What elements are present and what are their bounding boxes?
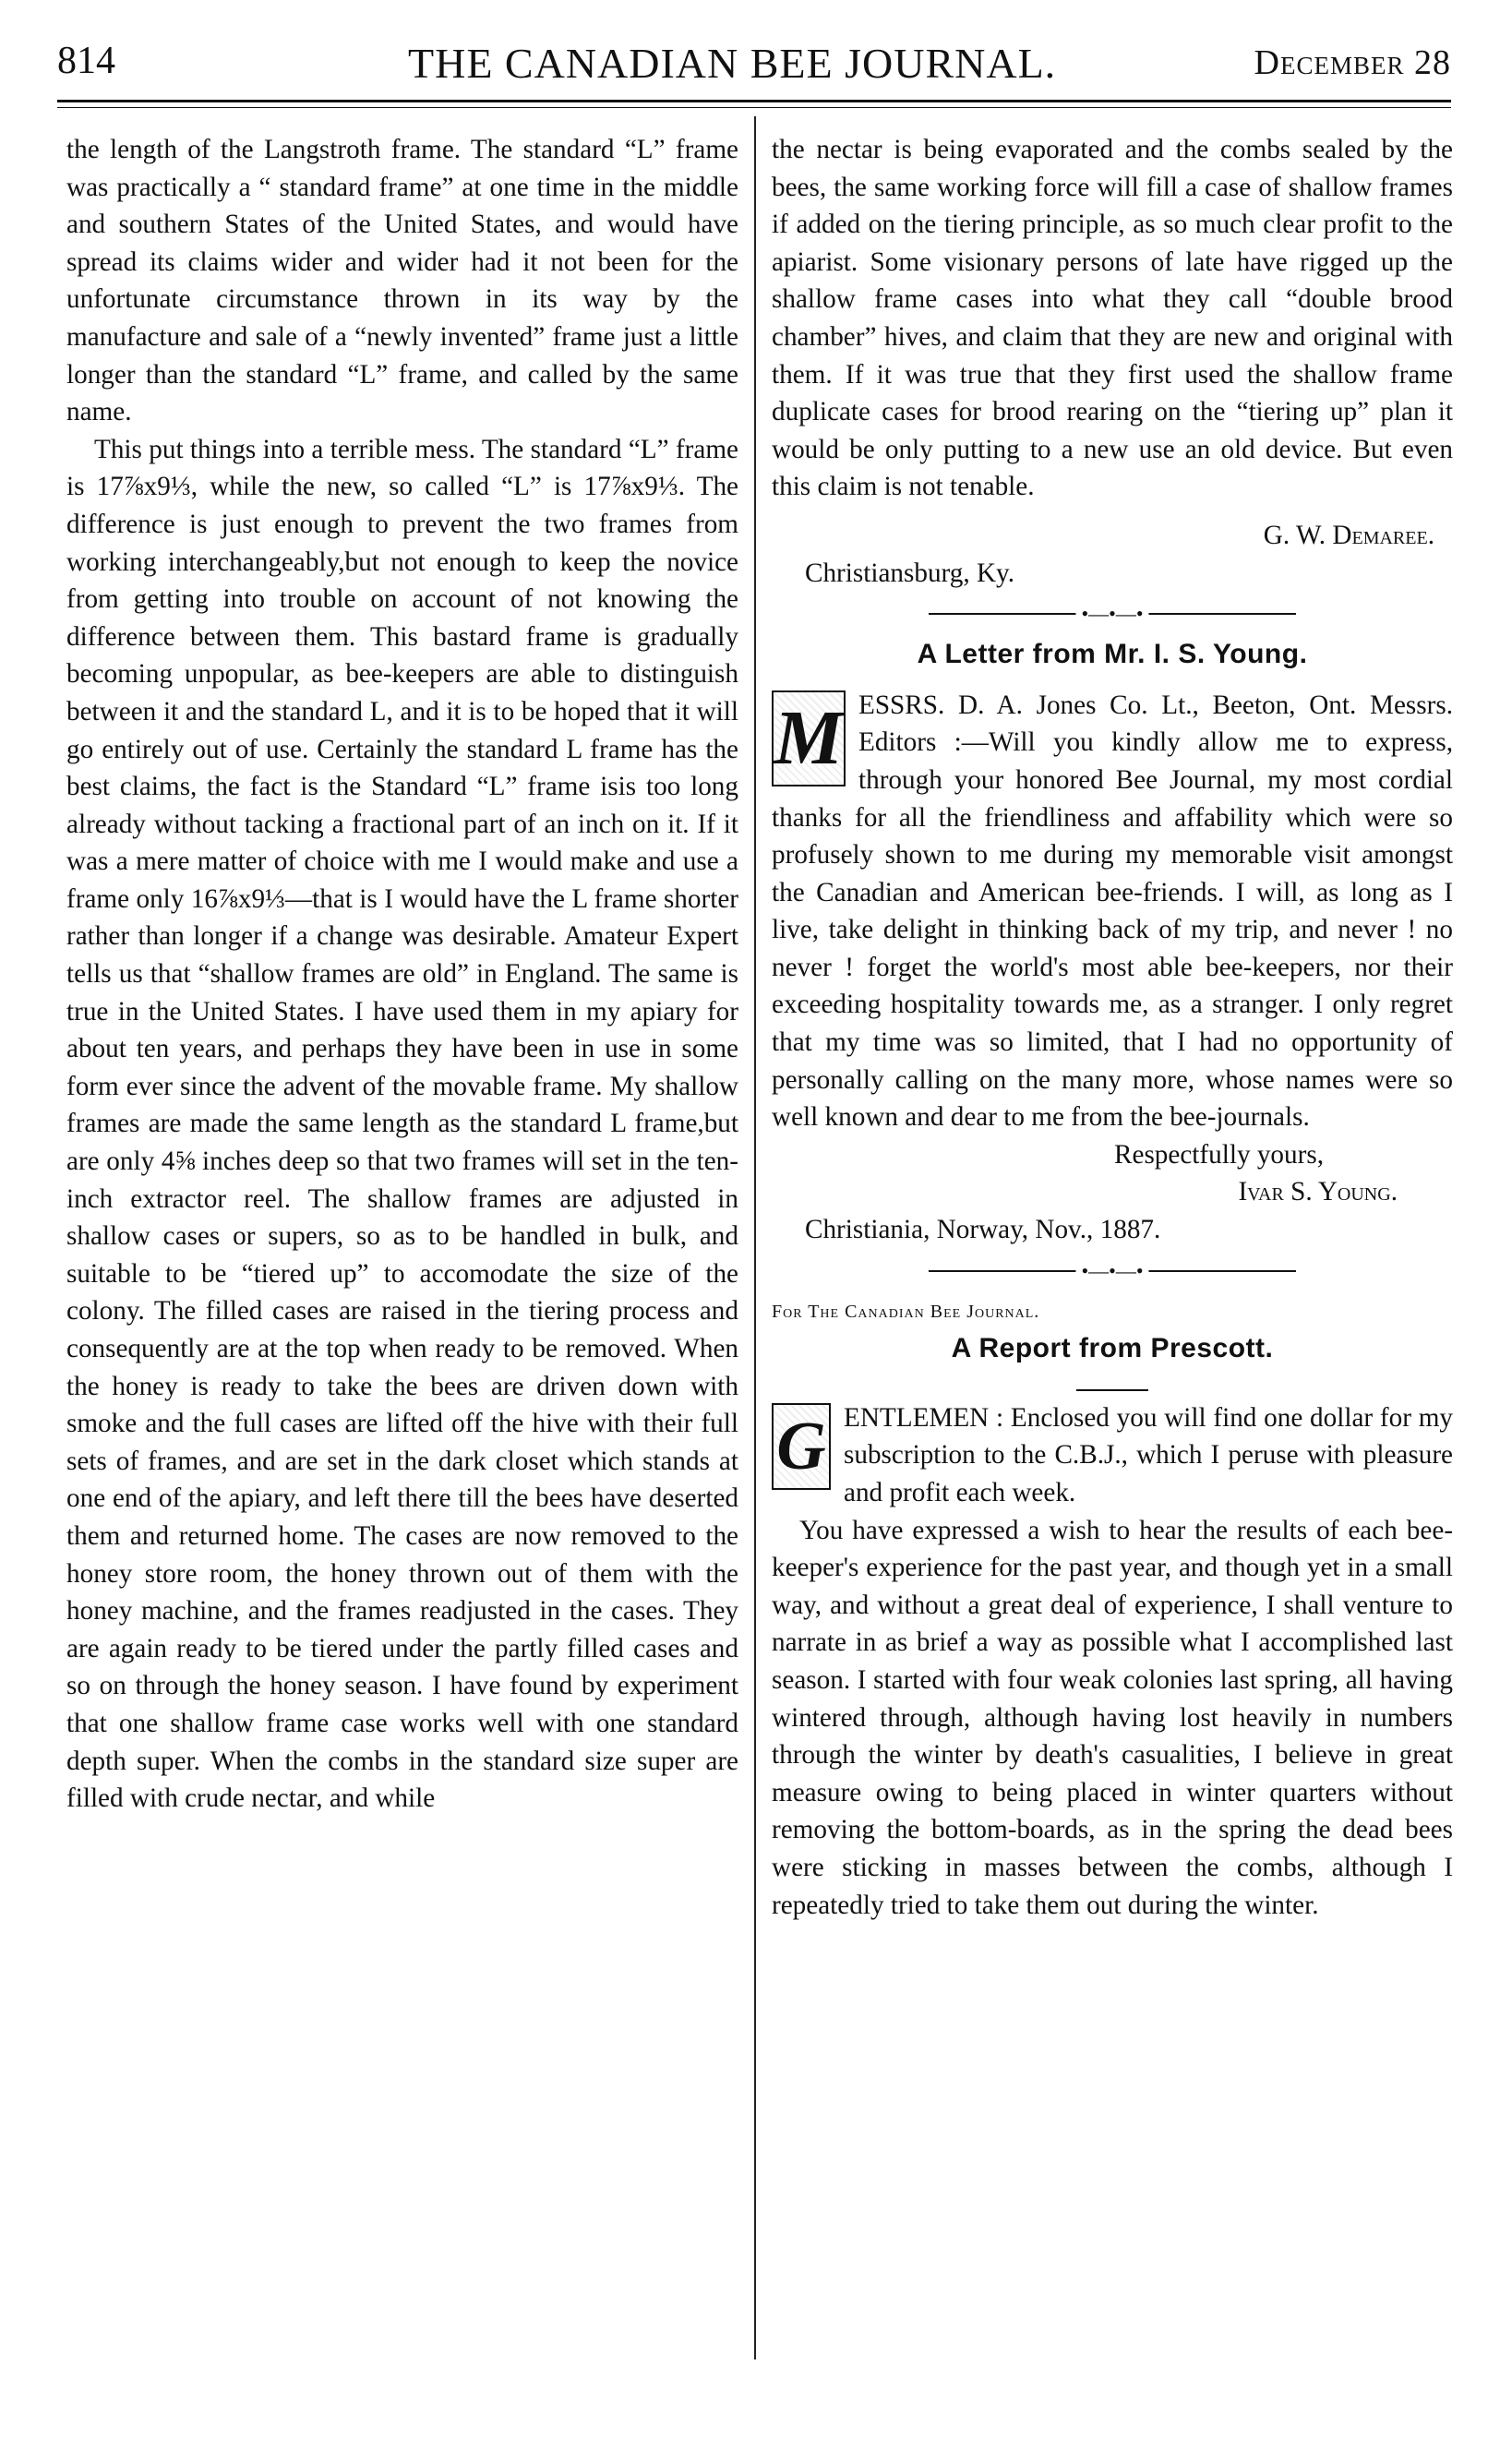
author-location: Christiansburg, Ky.	[805, 558, 1015, 588]
letter-closing: Respectfully yours,	[1114, 1139, 1324, 1170]
column-divider	[754, 116, 756, 2359]
section-divider	[772, 601, 1453, 627]
section-divider	[772, 1258, 1453, 1284]
author-signature: G. W. Demaree.	[1263, 520, 1434, 550]
report-opening-text: ENTLEMEN : Enclosed you will find one dollar for my subscription to the C.B.J., which I peruse with pleasure and profit each week.	[844, 1402, 1453, 1507]
article-paragraph: the length of the Langstroth frame. The standard “L” frame was practically a “ standard frame” at one time in the middle and southern States of the United States, and would have spread its claims wider and wider had it not been for the unfortunate circumstance thrown in its way by the manufacture and sale of a “newly invented” frame just a little longer than the standard “L” frame, and called by the same name.	[66, 135, 738, 427]
page-number: 814	[57, 40, 115, 82]
for-line: For The Canadian Bee Journal.	[772, 1301, 1040, 1322]
page-header	[57, 39, 1451, 94]
divider-ornament: •—•—•	[1075, 1258, 1148, 1284]
letter-place-date: Christiania, Norway, Nov., 1887.	[805, 1215, 1161, 1245]
header-rule-thick	[57, 100, 1451, 102]
header-rule-thin	[57, 107, 1451, 108]
left-column	[66, 131, 738, 1818]
drop-cap: G	[772, 1403, 831, 1490]
article-paragraph: the nectar is being evaporated and the combs sealed by the bees, the same working force will fill a case of shallow frames if added on the tiering principle, as so much clear profit to the apiarist. Some visionary persons of late have rigged up the shallow frame cases into what they call “double brood chamber” hives, and claim that they are new and original with them. If it was true that they first used the shallow frame duplicate cases for brood rearing on the “tiering up” plan it would be only putting to a new use an old device. But even this claim is not tenable.	[772, 135, 1453, 502]
report-opening	[772, 1399, 1453, 1512]
drop-cap: M	[772, 690, 846, 786]
heading-underline	[772, 1381, 1453, 1399]
issue-date: December 28	[1254, 43, 1451, 82]
article-paragraph: This put things into a terrible mess. The standard “L” frame is 17⅞x9⅓, while the new, so called “L” is 17⅞x9⅓. The difference is just enough to prevent the two frames from working interchangeably,but not enough to keep the novice from getting into trouble on account of not knowing the difference between them. This bastard frame is gradually becoming unpopular, as bee-keepers are able to distinguish between it and the standard L, and it is to be hoped that it will go entirely out of use. Certainly the standard L frame has the best claims, the fact is the Standard “L” frame isis too long already without tacking a fractional part of an inch on it. If it was a mere matter of choice with me I would make and use a frame only 16⅞x9⅓—that is I would have the L frame shorter rather than longer if a change was desirable. Amateur Expert tells us that “shallow frames are old” in England. The same is true in the United States. I have used them in my apiary for about ten years, and perhaps they have been in use in some form ever since the advent of the movable frame. My shallow frames are made the same length as the standard L frame,but are only 4⅝ inches deep so that two frames will set in the ten-inch extractor reel. The shallow frames are adjusted in shallow cases or supers, so as to be handled in bulk, and suitable to be “tiered up” to accomodate the size of the colony. The filled cases are raised in the tiering process and consequently are at the top when ready to be removed. When the honey is ready to take the bees are driven down with smoke and the full cases are lifted off the hive with their full sets of frames, and are set in the dark closet which stands at one end of the apiary, and left there till the bees have deserted them and returned home. The cases are now removed to the honey store room, the honey thrown out of them with the honey machine, and the frames readjusted in the cases. They are again ready to be tiered under the partly filled cases and so on through the honey season. I have found by experiment that one shallow frame case works well with one standard depth super. When the combs in the standard size super are filled with crude nectar, and while	[66, 434, 738, 1814]
journal-title: THE CANADIAN BEE JOURNAL.	[408, 40, 1057, 87]
letter-body	[772, 687, 1453, 1136]
article-heading: A Report from Prescott.	[951, 1333, 1274, 1364]
letter-signature: Ivar S. Young.	[1238, 1177, 1398, 1207]
article-heading: A Letter from Mr. I. S. Young.	[917, 639, 1308, 670]
article-paragraph: You have expressed a wish to hear the results of each bee-keeper's experience for the past year, and though yet in a small way, and without a great deal of experience, I shall venture to narrate in as brief a way as possible what I accomplished last season. I started with four weak colonies last spring, all having wintered through, although having lost heavily in numbers through the winter by death's casualities, I believe in great measure owing to being placed in winter quarters without removing the bottom-boards, as in the spring the dead bees were sticking in masses between the combs, although I repeatedly tried to take them out during the winter.	[772, 1515, 1453, 1920]
divider-ornament: •—•—•	[1075, 601, 1148, 627]
letter-text: ESSRS. D. A. Jones Co. Lt., Beeton, Ont. Messrs. Editors :—Will you kindly allow me to express, through your honored Bee Journal, my most cordial thanks for all the friendliness and affability which were so profusely shown to me during my memorable visit amongst the Canadian and American bee-friends. I will, as long as I live, take delight in thinking back of my trip, and never ! no never ! forget the world's most able bee-keepers, nor their exceeding hospitality towards me, as a stranger. I only regret that my time was so limited, that I had no opportunity of personally calling on the many more, whose names were so well known and dear to me from the bee-journals.	[772, 690, 1453, 1133]
right-column	[772, 131, 1453, 1924]
